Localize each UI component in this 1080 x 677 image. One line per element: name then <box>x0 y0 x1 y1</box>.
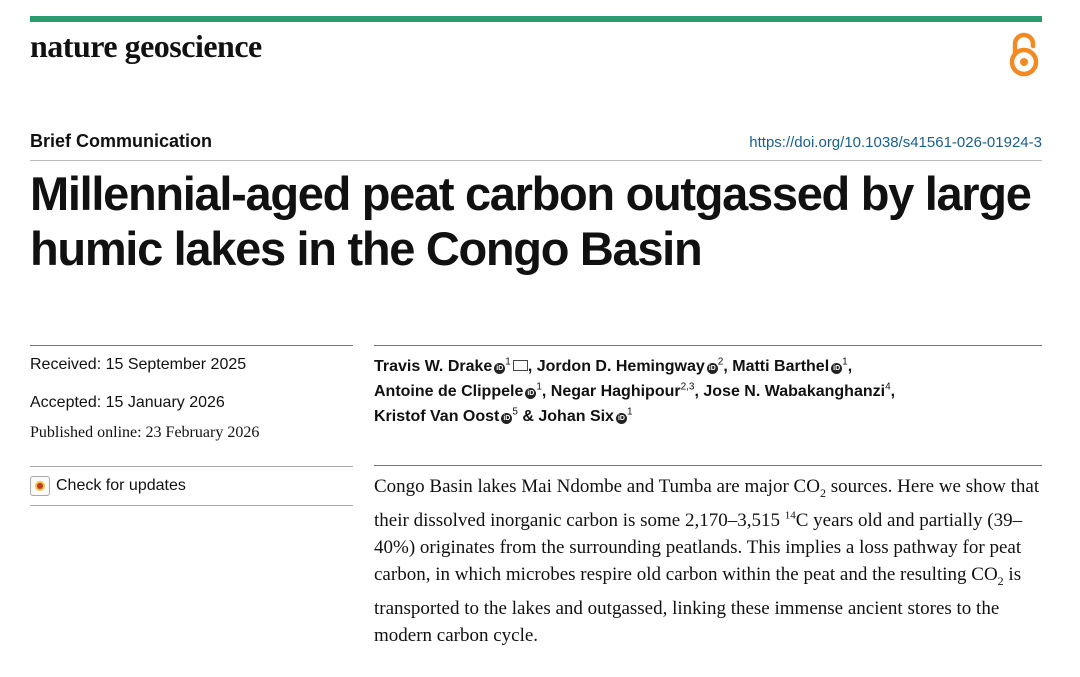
author-affiliation: 1 <box>626 406 633 418</box>
author-affiliation: 2 <box>717 356 724 368</box>
divider <box>374 465 1042 466</box>
author-name[interactable]: Johan Six <box>538 408 614 425</box>
orcid-icon[interactable]: iD <box>617 415 625 422</box>
author-affiliation: 1 <box>505 356 511 368</box>
author-affiliation: 4 <box>885 381 891 393</box>
orcid-icon[interactable]: iD <box>496 365 504 372</box>
author-affiliation: 2,3 <box>680 381 695 393</box>
orcid-icon[interactable]: iD <box>503 415 511 422</box>
received-date: Received: 15 September 2025 <box>30 356 247 373</box>
email-icon[interactable] <box>513 360 528 371</box>
open-access-lock-icon <box>1006 30 1042 78</box>
check-updates-icon <box>30 476 50 496</box>
doi-link[interactable]: https://doi.org/10.1038/s41561-026-01924-3 <box>749 134 1042 151</box>
journal-name[interactable]: nature geoscience <box>30 28 262 64</box>
journal-accent-bar <box>30 16 1042 22</box>
author-affiliation: 5 <box>512 406 518 418</box>
article-dates-panel <box>30 345 353 506</box>
author-list: Travis W. Drake $iD^1$ , Jordon D. Hemingway $iD^2$, Matti Barthel $iD^1$, Antoine de Clippele $iD^1$, Negar Haghipour$^{2,3}$, Jose N. Wabakanghanzi$^4$, Kristof Van Oost $iD^5$ & Johan Six $iD^1$ <box>374 356 896 425</box>
author-affiliation: 1 <box>842 356 848 368</box>
author-affiliation: 1 <box>536 381 542 393</box>
author-name[interactable]: Kristof Van Oost <box>374 408 500 425</box>
divider <box>30 505 353 506</box>
check-updates-label: Check for updates <box>56 477 186 494</box>
authors-panel <box>374 345 1042 429</box>
author-name[interactable]: Matti Barthel <box>732 358 830 375</box>
orcid-icon[interactable]: iD <box>708 365 716 372</box>
author-name[interactable]: Jose N. Wabakanghanzi <box>703 383 886 400</box>
header-divider <box>30 160 1042 161</box>
abstract: Congo Basin lakes Mai Ndombe and Tumba are major $CO_2$ sources. Here we show that their dissolved inorganic carbon is some 2,170–3,515 $^{14}$C years old and partially (39–40%) originates from the surrounding peatlands. This implies a loss pathway for peat carbon, in which microbes respire old carbon within the peat and the resulting $CO_2$ is transported to the lakes and outgassed, linking these immense ancient stores to the modern carbon cycle. <box>374 476 1040 646</box>
author-name[interactable]: Negar Haghipour <box>550 383 681 400</box>
author-name[interactable]: Jordon D. Hemingway <box>536 358 705 375</box>
check-for-updates-button[interactable] <box>30 467 353 505</box>
accepted-date: Accepted: 15 January 2026 <box>30 394 225 411</box>
article-type: Brief Communication <box>30 131 213 151</box>
orcid-icon[interactable]: iD <box>833 365 841 372</box>
author-name[interactable]: Antoine de Clippele <box>374 383 524 400</box>
orcid-icon[interactable]: iD <box>527 390 535 397</box>
article-title: Millennial-aged peat carbon outgassed by large humic lakes in the Congo Basin <box>30 167 1031 275</box>
published-date: Published online: 23 February 2026 <box>30 424 260 441</box>
author-name[interactable]: Travis W. Drake <box>374 358 493 375</box>
